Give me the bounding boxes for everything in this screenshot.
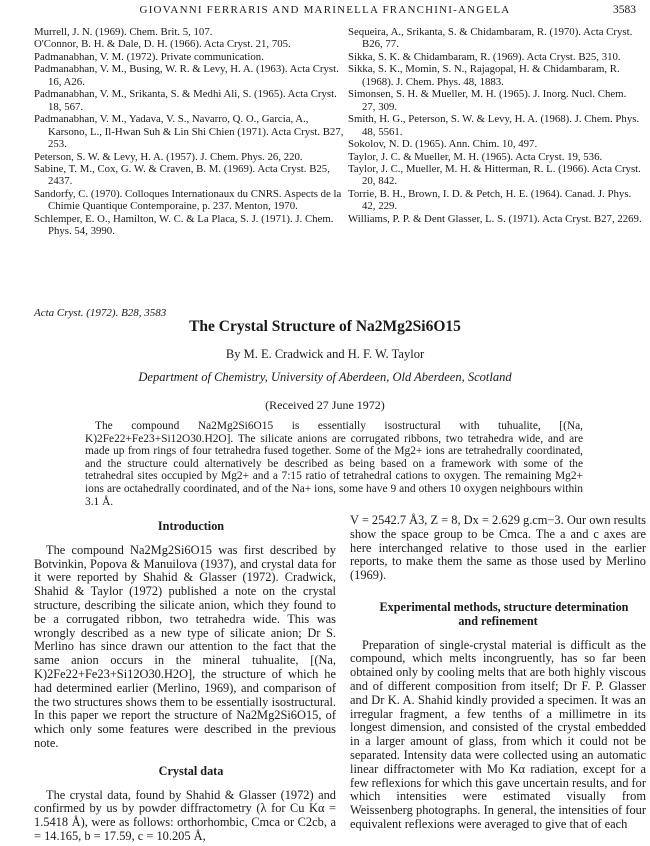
reference-entry: Sikka, S. K., Momin, S. N., Rajagopal, H. & Chidambaram, R. (1968). J. Chem. Phys. 48, 1883. bbox=[348, 63, 620, 88]
section-heading-crystal-data: Crystal data bbox=[158, 763, 224, 778]
author-affiliation: Department of Chemistry, University of Aberdeen, Old Aberdeen, Scotland bbox=[138, 370, 512, 384]
experimental-text: Preparation of single-crystal material is difficult as the compound, which melts incongruently, has so far been obtained only by cooling melts that are both highly viscous and of different composition from itself; Dr F. P. Glasser and Dr K. A. Shahid kindly provided a specimen. It was an irregular fragment, a few tenths of a millimetre in its longest dimension, and consisted of the crystal embedded in a larger amount of glass, from which it could not be separated. Intensity data were collected using an automatic linear diffractometer with Mo Kα radiation, except for a few reflexions for which this gave uncertain results, and for which intensities were estimated visually from Weissenberg photographs. In general, the intensities of four equivalent reflexions were averaged to give that of each bbox=[350, 637, 646, 831]
page-number: 3583 bbox=[613, 4, 636, 16]
reference-entry: Taylor, J. C., Mueller, M. H. & Hitterman, R. L. (1966). Acta Cryst. 20, 842. bbox=[348, 162, 641, 188]
reference-entry: Padmanabhan, V. M. (1972). Private communication. bbox=[34, 50, 264, 63]
running-title: GIOVANNI FERRARIS AND MARINELLA FRANCHINI-ANGELA bbox=[139, 4, 511, 16]
body-right-column bbox=[350, 514, 646, 832]
reference-entry: Padmanabhan, V. M., Yadava, V. S., Navarro, Q. O., Garcia, A., Karsono, L., Il-Hwan Suh & Lin Shi Chien (1971). Acta Cryst. B27, 253. bbox=[34, 113, 344, 151]
experimental-heading-line2: and refinement bbox=[458, 613, 538, 628]
abstract-text: The compound Na2Mg2Si6O15 is essentially isostructural with tuhualite, [(Na, K)2Fe22+Fe23+Si12O30.H2O]. The silicate anions are corrugated ribbons, two tetrahedra wide, and are made up from rings of four tetrahedra fused together. Some of the Mg2+ ions are tetrahedrally coordinated, and the structure could alternatively be described as being based on a framework with some of the tetrahedral sites occupied by Mg2+ and a 7:15 ratio of tetrahedral cations to oxygen. The remaining Mg2+ ions are octahedrally coordinated, and of the Na+ ions, some have 9 and others 10 oxygen neighbours within 3.1 Å. bbox=[85, 420, 583, 508]
section-heading-experimental bbox=[350, 601, 646, 629]
reference-entry: Smith, H. G., Peterson, S. W. & Levy, H. A. (1968). J. Chem. Phys. 48, 5561. bbox=[348, 113, 640, 138]
reference-entry: Padmanabhan, V. M., Busing, W. R. & Levy, H. A. (1963). Acta Cryst. 16, A26. bbox=[34, 63, 339, 88]
abstract bbox=[85, 420, 583, 508]
references-right-column bbox=[348, 26, 642, 225]
reference-entry: Sequeira, A., Srikanta, S. & Chidambaram, R. (1970). Acta Cryst. B26, 77. bbox=[348, 26, 633, 51]
reference-entry: O'Connor, B. H. & Dale, D. H. (1966). Acta Cryst. 21, 705. bbox=[34, 38, 291, 51]
running-header bbox=[0, 4, 650, 18]
article-authors: By M. E. Cradwick and H. F. W. Taylor bbox=[225, 347, 425, 361]
received-date: (Received 27 June 1972) bbox=[265, 398, 385, 412]
crystal-data-continued: V = 2542.7 Å3, Z = 8, Dx = 2.629 g.cm−3. Our own results show the space group to be Cmca. The a and c axes are here interchanged relative to those used in the earlier reports, to make them the same as those used by Merlino (1969). bbox=[350, 513, 646, 583]
reference-entry: Sabine, T. M., Cox, G. W. & Craven, B. M. (1969). Acta Cryst. B25, 2437. bbox=[34, 162, 330, 188]
reference-entry: Schlemper, E. O., Hamilton, W. C. & La Placa, S. J. (1971). J. Chem. Phys. 54, 3990. bbox=[34, 212, 334, 238]
reference-entry: Peterson, S. W. & Levy, H. A. (1957). J. Chem. Phys. 26, 220. bbox=[34, 150, 303, 163]
reference-entry: Sandorfy, C. (1970). Colloques Internationaux du CNRS. Aspects de la Chimie Quantique Contemporaine, p. 237. Menton, 1970. bbox=[34, 187, 342, 213]
crystal-data-text: The crystal data, found by Shahid & Glasser (1972) and confirmed by us by powder diffractometry (λ for Cu Kα = 1.5418 Å), were as follows: orthorhombic, Cmca or C2cb, a = 14.165, b = 17.59, c = 10.205 Å, bbox=[34, 787, 336, 843]
reference-entry: Murrell, J. N. (1969). Chem. Brit. 5, 107. bbox=[34, 26, 213, 38]
experimental-heading-line1: Experimental methods, structure determination bbox=[379, 599, 629, 614]
reference-entry: Padmanabhan, V. M., Srikanta, S. & Medhi Ali, S. (1965). Acta Cryst. 18, 567. bbox=[34, 88, 337, 113]
journal-citation: Acta Cryst. (1972). B28, 3583 bbox=[34, 307, 167, 319]
introduction-text: The compound Na2Mg2Si6O15 was first described by Botvinkin, Popova & Manuilova (1937), and crystal data for it were reported by Shahid & Glasser (1972). Cradwick, Shahid & Taylor (1972) published a note on the crystal structure, describing the silicate anion, which they found to be a corrugated ribbon, two tetrahedra wide. This was wrongly described as a new type of silicate anion; Dr S. Merlino has since drawn our attention to the fact that the same anion occurs in the mineral tuhualite, [(Na, K)2Fe22+Fe23+Si12O30.H2O], the structure of which he had determined earlier (Merlino, 1969), and comparison of the two structures shows them to be essentially isostructural. In this paper we report the structure of Na2Mg2Si6O15, of which only some features were described in the previous note. bbox=[34, 542, 336, 750]
section-heading-introduction: Introduction bbox=[157, 519, 225, 533]
reference-entry: Sikka, S. K. & Chidambaram, R. (1969). Acta Cryst. B25, 310. bbox=[348, 50, 621, 63]
article-title: The Crystal Structure of Na2Mg2Si6O15 bbox=[189, 318, 461, 335]
reference-entry: Torrie, B. H., Brown, I. D. & Petch, H. E. (1964). Canad. J. Phys. 42, 229. bbox=[348, 187, 632, 213]
body-left-column bbox=[34, 520, 336, 844]
references-left-column bbox=[34, 26, 346, 238]
reference-entry: Simonsen, S. H. & Mueller, M. H. (1965). J. Inorg. Nucl. Chem. 27, 309. bbox=[348, 88, 627, 113]
reference-entry: Taylor, J. C. & Mueller, M. H. (1965). Acta Cryst. 19, 536. bbox=[348, 150, 603, 163]
reference-entry: Williams, P. P. & Dent Glasser, L. S. (1971). Acta Cryst. B27, 2269. bbox=[348, 212, 642, 225]
reference-entry: Sokolov, N. D. (1965). Ann. Chim. 10, 497. bbox=[348, 138, 538, 151]
